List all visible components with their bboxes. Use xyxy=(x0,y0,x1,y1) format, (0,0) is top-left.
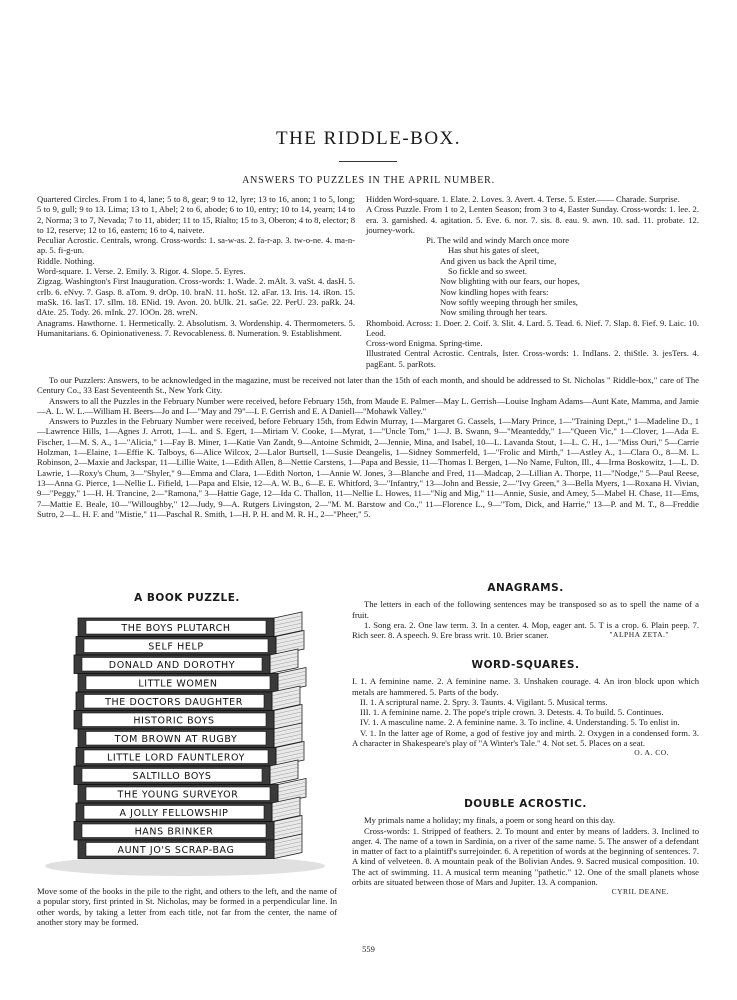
anagrams-items: 1. Song era. 2. One law term. 3. In a center. 4. Mop, eager ant. 5. T is a crop. 6. Plain peep. 7. Rich seer. 8. A speech. 9. Ere brass writ. 10. Brier scaner. xyxy=(352,619,699,641)
book-title: THE BOYS PLUTARCH xyxy=(121,622,231,634)
answers-right-column xyxy=(366,194,699,369)
answer-cross-word-enigma: Cross-word Enigma. Spring-time. xyxy=(366,338,483,349)
book-title: HISTORIC BOYS xyxy=(133,715,215,727)
anagrams-intro: The letters in each of the following sentences may be transposed so as to spell the name of a fruit. xyxy=(352,599,699,620)
answer-word-square: Word-square. 1. Verse. 2. Emily. 3. Rigor. 4. Slope. 5. Eyres. xyxy=(37,266,246,277)
answer-zigzag: Zigzag. Washington's First Inauguration. Cross-words: 1. Wade. 2. mAlt. 3. vaSt. 4. dasH. 5. crIb. 6. eNvy. 7. Gasp. 8. aTom. 9. drOp. 10. braN. 11. hoSt. 12. aFar. 13. Iris. 14. iRon. 15. maSk. 16. lasT. 17. sIlm. 18. ENid. 19. Avon. 20. bUlk. 21. saGe. 22. PerU. 23. paRk. 24. dAte. 25. Tody. 26. mInk. 27. lOOn. 28. wreN. xyxy=(37,276,355,318)
book-title: A JOLLY FELLOWSHIP xyxy=(119,807,229,819)
page-number: 559 xyxy=(362,944,375,954)
poem-line: And given us back the April time, xyxy=(440,255,557,266)
double-acrostic-intro: My primals name a holiday; my finals, a poem or song heard on this day. xyxy=(364,815,615,826)
book-title: THE YOUNG SURVEYOR xyxy=(117,789,239,801)
poem-line: Now softly weeping through her smiles, xyxy=(440,296,578,307)
book-title: HANS BRINKER xyxy=(134,826,214,838)
pi-poem xyxy=(426,235,699,317)
page-title: THE RIDDLE-BOX. xyxy=(275,128,462,149)
answer-anagrams: Anagrams. Hawthorne. 1. Hermetically. 2. Absolutism. 3. Wordenship. 4. Thermometers. 5. Humanitarians. 6. Opinionativeness. 7. Revocableness. 8. Numeration. 9. Establishment. xyxy=(37,317,355,338)
answer-cross-puzzle: A Cross Puzzle. From 1 to 2, Lenten Season; from 3 to 4, Easter Sunday. Cross-words: 1. lee. 2. era. 3. garnished. 4. agitation. 5. Eve. 6. nor. 7. sis. 8. eau. 9. awn. 10. sad. 11. probate. 12. journey-work. xyxy=(366,204,699,235)
book-title: AUNT JO'S SCRAP-BAG xyxy=(117,844,235,856)
anagrams-section xyxy=(352,583,699,641)
address-notice: To our Puzzlers: Answers, to be acknowledged in the magazine, must be received not later than the 15th of each month, and should be addressed to St. Nicholas " Riddle-box," care of The Century Co., 33 East Seventeenth St., New York City. xyxy=(37,375,699,396)
answer-quartered-circles: Quartered Circles. From 1 to 4, lane; 5 to 8, gear; 9 to 12, lyre; 13 to 16, anon; 1 to 5, long; 5 to 9, gull; 9 to 13. Lima; 13 to 1, Abel; 2 to 6, abode; 6 to 10, entry; 10 to 14, yearn; 14 to 2, Norma; 3 to 7, Nevada; 7 to 11, abider; 11 to 15, Rialto; 15 to 3, Oberon; 4 to 8, elector; 8 to 12, reserve; 12 to 16, eastern; 16 to 4, naivete. xyxy=(37,194,355,235)
poem-line: Has shut his gates of sleet, xyxy=(448,245,540,256)
answers-heading: ANSWERS TO PUZZLES IN THE APRIL NUMBER. xyxy=(242,175,495,186)
word-square-item: II. 1. A scriptural name. 2. Spry. 3. Taunts. 4. Vigilant. 5. Musical terms. xyxy=(360,696,608,707)
poem-line: So fickle and so sweet. xyxy=(448,266,527,277)
book-puzzle-text: Move some of the books in the pile to the right, and others to the left, and the name of a popular story, first printed in St. Nicholas, may be formed in a perpendicular line. In other words, by taking a letter from each title, not far from the center, the name of another story may be formed. xyxy=(37,886,337,927)
word-square-item: I. 1. A feminine name. 2. A feminine name. 3. Unshaken courage. 4. An iron block upon which metals are hammered. 5. Parts of the body. xyxy=(352,676,699,697)
answers-left-column xyxy=(37,194,355,338)
double-acrostic-signature: CYRIL DEANE. xyxy=(611,887,669,897)
anagrams-heading: ANAGRAMS. xyxy=(487,582,564,594)
double-acrostic-cross-words: Cross-words: 1. Stripped of feathers. 2. To mount and enter by means of ladders. 3. Inclined to anger. 4. The name of a town in Sardinia, on a river of the same name. 5. The answer of a defendant in matter of fact to a plaintiff's surrejoinder. 6. A repetition of words at the beginning of sentences. 7. A kind of velveteen. 8. A mountain peak of the Bolivian Andes. 9. Sacred musical composition. 10. The act of swimming. 11. A musical term meaning "pathetic." 12. One of the small planets whose orbits are situated between those of Mars and Jupiter. 13. A companion. xyxy=(352,825,699,888)
puzzlers-notices xyxy=(37,375,699,519)
book-spine xyxy=(78,612,302,637)
word-squares-heading: WORD-SQUARES. xyxy=(471,659,580,671)
word-squares-section xyxy=(352,660,699,759)
poem-line: Pi. The wild and windy March once more xyxy=(426,235,570,246)
book-title: LITTLE LORD FAUNTLEROY xyxy=(106,752,246,764)
answer-peculiar-acrostic: Peculiar Acrostic. Centrals, wrong. Cross-words: 1. sa-w-as. 2. fa-r-ap. 3. tw-o-ne. 4. ma-n-ap. 5. fi-g-un. xyxy=(37,235,355,256)
book-title: SELF HELP xyxy=(148,641,204,653)
poem-line: Now blighting with our fears, our hopes, xyxy=(440,276,580,287)
book-title: LITTLE WOMEN xyxy=(138,678,218,690)
book-title: TOM BROWN AT RUGBY xyxy=(114,733,238,745)
word-squares-signature: O. A. CO. xyxy=(634,748,669,758)
answer-hidden-word-square: Hidden Word-square. 1. Elate. 2. Loves. 3. Avert. 4. Terse. 5. Ester.—— Charade. Surprise. xyxy=(366,194,680,204)
word-square-item: IV. 1. A masculine name. 2. A feminine name. 3. To incline. 4. Understanding. 5. To enlist in. xyxy=(360,717,680,728)
anagrams-signature: "ALPHA ZETA." xyxy=(609,630,669,640)
double-acrostic-section xyxy=(352,799,699,898)
book-stack-illustration xyxy=(40,610,330,880)
book-title: THE DOCTORS DAUGHTER xyxy=(105,696,243,708)
double-acrostic-heading: DOUBLE ACROSTIC. xyxy=(464,798,587,810)
puzzle-solvers-list: Answers to Puzzles in the February Number were received, before February 15th, from Edwin Murray, 1—Margaret G. Cassels, 1—Mary Prince, 1—"Training Dept.," 1—Madeline D., 1—Lawrence Hills, 1—Agnes J. Arrott, 1—L. and S. Egert, 1—Miriam V. Cooke, 1—Myrat, 1—"Uncle Tom," 1—J. B. Swann, 9—"Meanteddy," 1—"Queen Vic," 1—Clover, 1—Ada E. Fischer, 1—M. S. A., 1—"Alicia," 1—Fay B. Miner, 1—Katie Van Zandt, 9—Antoine Schmidt, 2—Jennie, Mina, and Isabel, 10—L. Lavanda Stout, 1—L. C. H., 1—"Miss Ouri," 5—Carrie Holzman, 1—Elaine, 1—Effie K. Talboys, 6—Alice Wilcox, 2—Lalor Burtsell, 1—Susie Deangelis, 1—Sidney Sommerfeld, 1—"Frolic and Mirth," 1—Astley A., 1—Clara O., 8—M. L. Robinson, 2—Maxie and Jackspar, 11—Lillie Waite, 1—Edith Allen, 8—Nettie Carstens, 1—Papa and Bessie, 11—Thomas I. Bergen, 1—No Name, Fulton, Ill., 4—Irma Boskowitz, 1—L. D. Lawrie, 1—Roxy's Chum, 3—"Shyler," 9—Emma and Clara, 1—Edith Norton, 1—Annie W. Jones, 3—Blanche and Fred, 11—Madcap, 2—Lillian A. Thorpe, 11—"Nodge," 5—Paul Reese, 13—Anna G. Pierce, 1—Nellie L. Fifield, 1—Papa and Elsie, 12—A. W. B., 6—E. E. Whitford, 3—"Infantry," 13—John and Bessie, 2—"Ivy Green," 3—Bella Myers, 1—Roxana H. Vivian, 9—"Peggy," 1—H. H. Trancine, 2—"Ramona," 3—Hattie Gage, 12—Ida C. Thallon, 11—Nellie L. Howes, 11—"Nig and Mig," 11—Annie, Susie, and Amey, 5—Mabel H. Chase, 11—Ems, 7—Mattie E. Beale, 10—"Willoughby," 12—Judy, 9—A. Rutgers Livingston, 2—"M. M. Barstow and Co.," 11—Florence L., 9—"Tom, Dick, and Harrie," 13—P. and M. T., 8—Freddie Sutro, 2—L. H. F. and "Mistie," 11—Paschal R. Smith, 1—H. P. H. and M. R. H., 2—"Pheer," 5. xyxy=(37,416,699,519)
book-title: SALTILLO BOYS xyxy=(132,770,212,782)
answer-riddle: Riddle. Nothing. xyxy=(37,255,95,266)
book-title: DONALD AND DOROTHY xyxy=(108,659,236,671)
answer-rhomboid: Rhomboid. Across: 1. Doer. 2. Coif. 3. Slit. 4. Lard. 5. Tead. 6. Nief. 7. Slap. 8. Fief. 9. Laic. 10. Leod. xyxy=(366,317,699,338)
title-rule xyxy=(339,161,397,162)
word-square-item: V. 1. In the latter age of Rome, a god of festive joy and mirth. 2. Oxygen in a condensed form. 3. A character in Shakespeare's play of "A Winter's Tale." 4. Not set. 5. Places on a seat. xyxy=(352,727,699,749)
all-puzzles-solvers: Answers to all the Puzzles in the February Number were received, before February 15th, from Maude E. Palmer—May L. Gerrish—Louise Ingham Adams—Aunt Kate, Mamma, and Jamie—A. L. W. L.—William H. Beers—Jo and I—"May and 79"—I. F. Gerrish and E. A Daniell—"Mohawk Valley." xyxy=(37,395,699,416)
poem-line: Now kindling hopes with fears: xyxy=(440,286,549,297)
poem-line: Now smiling through her tears. xyxy=(440,307,548,318)
word-square-item: III. 1. A feminine name. 2. The pope's triple crown. 3. Detests. 4. To build. 5. Continues. xyxy=(360,707,664,718)
answer-central-acrostic: Illustrated Central Acrostic. Centrals, Ister. Cross-words: 1. IndIans. 2. thiStle. 3. jesTers. 4. pagEant. 5. parRots. xyxy=(366,348,699,369)
book-puzzle-heading: A BOOK PUZZLE. xyxy=(134,592,240,604)
